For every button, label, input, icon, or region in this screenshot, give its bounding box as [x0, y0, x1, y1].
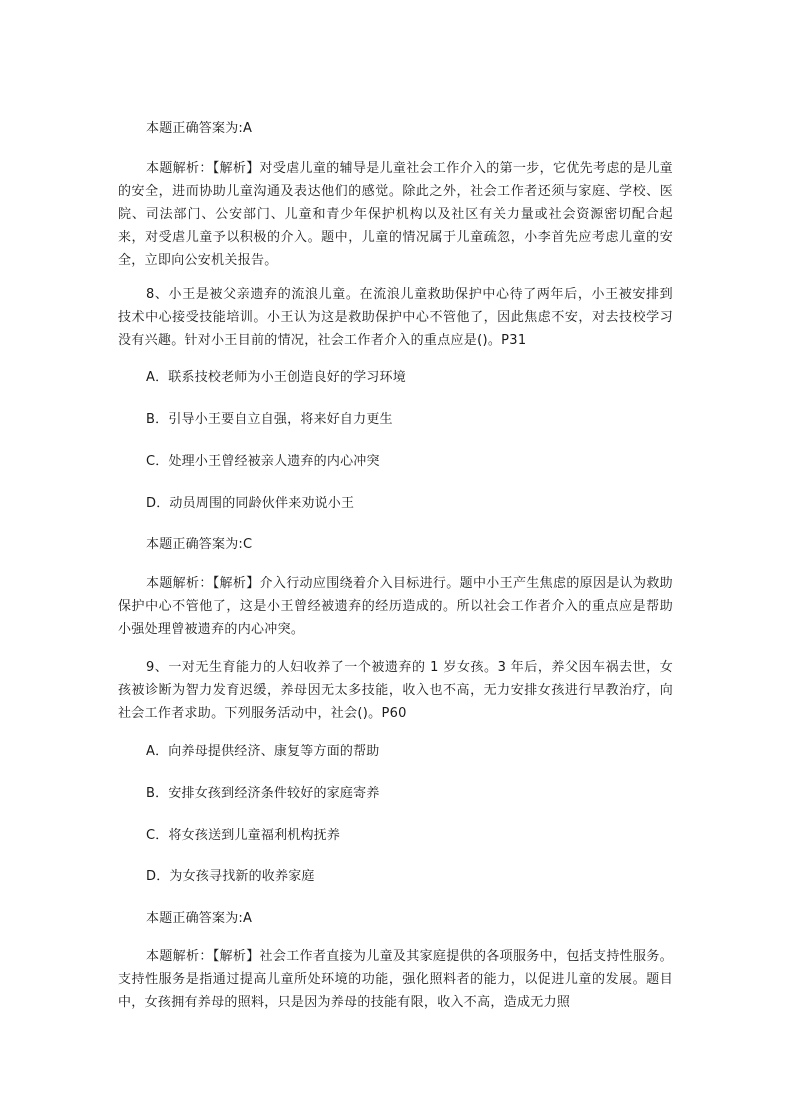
q9-option-a: A．向养母提供经济、康复等方面的帮助 [146, 744, 380, 759]
question-9-stem: 9、一对无生育能力的人妇收养了一个被遗弃的 1 岁女孩。3 年后，养父因车祸去世，女孩被诊断为智力发育迟缓，养母因无太多技能，收入也不高，无力安排女孩进行早教治疗，向社会工作者求助。下列服务活动中，社会()。P60 [118, 660, 673, 721]
q8-option-b: B．引导小王要自立自强，将来好自力更生 [146, 412, 393, 427]
answer-q9: 本题正确答案为:A [146, 911, 253, 926]
q9-option-d: D．为女孩寻找新的收养家庭 [146, 869, 315, 884]
analysis-q9: 本题解析：【解析】社会工作者直接为儿童及其家庭提供的各项服务中，包括支持性服务。支持性服务是指通过提高儿童所处环境的功能，强化照料者的能力，以促进儿童的发展。题目中，女孩拥有养母的照料，只是因为养母的技能有限，收入不高，造成无力照 [118, 949, 673, 1010]
analysis-q7: 本题解析：【解析】对受虐儿童的辅导是儿童社会工作介入的第一步，它优先考虑的是儿童的安全，进而协助儿童沟通及表达他们的感觉。除此之外，社会工作者还须与家庭、学校、医院、司法部门、公安部门、儿童和青少年保护机构以及社区有关力量或社会资源密切配合起来，对受虐儿童予以积极的介入。题中，儿童的情况属于儿童疏忽，小李首先应考虑儿童的安全，立即向公安机关报告。 [118, 161, 673, 268]
q8-option-a: A．联系技校老师为小王创造良好的学习环境 [146, 370, 406, 385]
question-8-stem: 8、小王是被父亲遗弃的流浪儿童。在流浪儿童救助保护中心待了两年后，小王被安排到技术中心接受技能培训。小王认为这是救助保护中心不管他了，因此焦虑不安，对去技校学习没有兴趣。针对小王目前的情况，社会工作者介入的重点应是()。P31 [118, 287, 673, 348]
q8-option-c: C．处理小王曾经被亲人遗弃的内心冲突 [146, 454, 380, 469]
answer-q8: 本题正确答案为:C [146, 537, 253, 552]
q8-option-d: D．动员周围的同龄伙伴来劝说小王 [146, 496, 355, 511]
q9-option-c: C．将女孩送到儿童福利机构抚养 [146, 828, 341, 843]
answer-q7: 本题正确答案为:A [146, 121, 253, 136]
analysis-q8: 本题解析：【解析】介入行动应围绕着介入目标进行。题中小王产生焦虑的原因是认为救助保护中心不管他了，这是小王曾经被遗弃的经历造成的。所以社会工作者介入的重点应是帮助小强处理曾被遗弃的内心冲突。 [118, 576, 673, 637]
q9-option-b: B．安排女孩到经济条件较好的家庭寄养 [146, 786, 380, 801]
